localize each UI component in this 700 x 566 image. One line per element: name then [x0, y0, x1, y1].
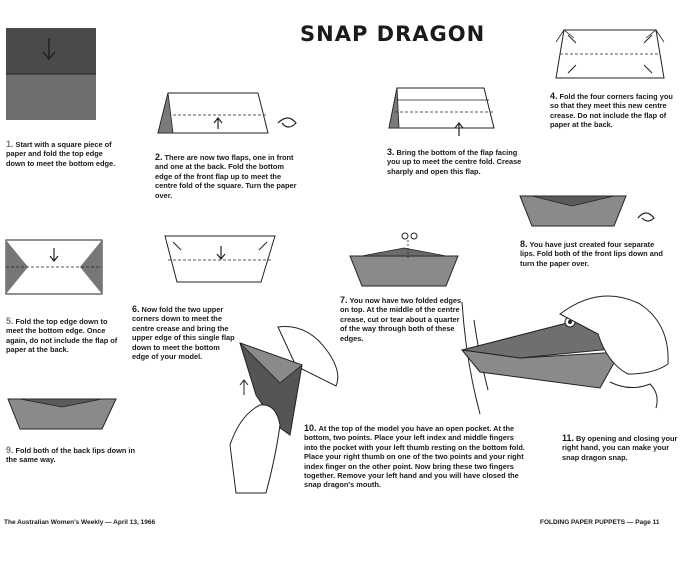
step-number: 5.	[6, 316, 14, 326]
step-number: 3.	[387, 147, 395, 157]
step-text: Fold the four corners facing you so that they meet this new centre crease. Do not include the flap of paper at the back.	[550, 92, 673, 130]
step-number: 1.	[6, 139, 14, 149]
figure-step-8	[520, 194, 670, 230]
step-number: 6.	[132, 304, 140, 314]
figure-step-3	[389, 88, 509, 144]
step-number: 11.	[562, 433, 575, 443]
step-number: 8.	[520, 239, 528, 249]
step-text: Start with a square piece of paper and fold the top edge down to meet the bottom edge.	[6, 140, 116, 168]
step-number: 4.	[550, 91, 558, 101]
step-11	[562, 434, 680, 462]
footer-page: FOLDING PAPER PUPPETS — Page 11	[540, 519, 660, 526]
step-1	[6, 140, 124, 168]
step-number: 9.	[6, 445, 14, 455]
step-5	[6, 317, 126, 355]
page-title: SNAP DRAGON	[300, 22, 486, 46]
step-text: At the top of the model you have an open pocket. At the bottom, two points. Place your left index and middle fingers into the pocket with your left thumb resting on the bottom fold. Place your right thumb on one of the two points and your right index finger on the other point. Now bring these two fingers together. Remove your left hand and you will have closed the snap dragon's mouth.	[304, 424, 525, 490]
step-text: Fold both of the back lips down in the same way.	[6, 446, 135, 465]
step-text: There are now two flaps, one in front and one at the back. Fold the bottom edge of the front flap up to meet the centre fold of the square. Turn the paper over.	[155, 153, 297, 200]
footer-publication: The Australian Women's Weekly — April 13, 1966	[4, 519, 156, 526]
step-text: Now fold the two upper corners down to meet the centre crease and bring the upper edge of this single flap down to meet the bottom edge of your model.	[132, 305, 235, 362]
step-10	[304, 424, 526, 490]
step-6	[132, 305, 236, 361]
step-2	[155, 153, 301, 200]
step-text: You have just created four separate lips. Fold both of the front lips down and turn the paper over.	[520, 240, 663, 268]
step-text: You now have two folded edges on top. At the middle of the centre crease, cut or tear about a quarter of the way through both of these edges.	[340, 296, 462, 343]
step-number: 7.	[340, 295, 348, 305]
figure-step-5	[6, 240, 106, 296]
step-4	[550, 92, 678, 130]
figure-step-1	[6, 28, 98, 124]
figure-step-7	[350, 230, 462, 290]
step-text: By opening and closing your right hand, you can make your snap dragon snap.	[562, 434, 678, 462]
step-3	[387, 148, 527, 176]
step-7	[340, 296, 462, 343]
step-8	[520, 240, 670, 268]
figure-step-11-dragon	[460, 292, 675, 422]
figure-step-6	[165, 236, 280, 286]
figure-step-2	[158, 93, 308, 143]
figure-step-9	[8, 397, 118, 433]
step-number: 2.	[155, 152, 163, 162]
step-text: Fold the top edge down to meet the bottom edge. Once again, do not include the flap of paper at the back.	[6, 317, 118, 355]
figure-step-4	[556, 30, 666, 82]
step-9	[6, 446, 146, 465]
step-number: 10.	[304, 423, 317, 433]
step-text: Bring the bottom of the flap facing you up to meet the centre fold. Crease sharply and open this flap.	[387, 148, 522, 176]
